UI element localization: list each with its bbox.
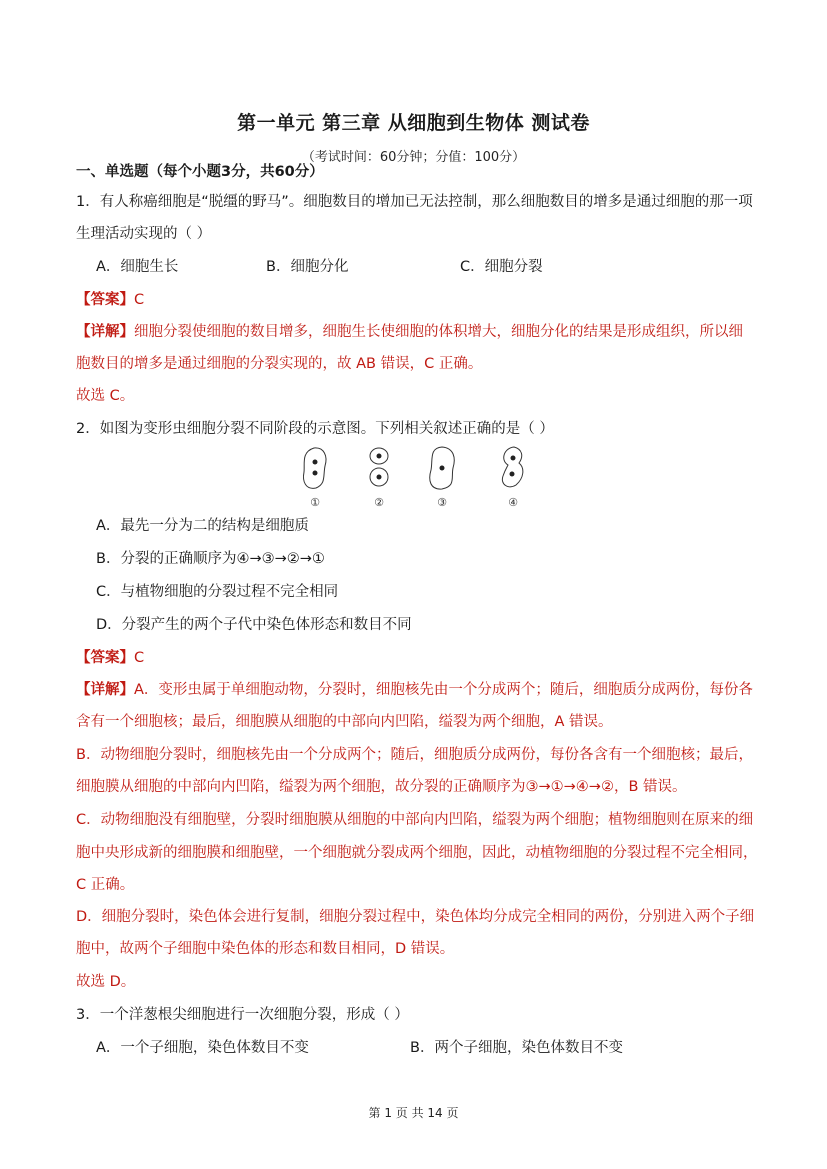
q2-option-a[interactable]: A．最先一分为二的结构是细胞质 [96,518,309,534]
q2-option-c[interactable]: C．与植物细胞的分裂过程不完全相同 [96,584,339,600]
q2-option-b[interactable]: B．分裂的正确顺序为④→③→②→① [96,551,325,567]
q1-stem-line1: 1．有人称癌细胞是“脱缰的野马”。细胞数目的增加已无法控制，那么细胞数目的增多是通过细胞的那一项 [76,194,753,210]
q1-option-a[interactable]: A．细胞生长 [96,259,179,275]
detail-text: A．变形虫属于单细胞动物，分裂时，细胞核先由一个分成两个；随后，细胞质分成两份，每份各 [134,682,753,698]
q2-detail-b-line2: 细胞膜从细胞的中部向内凹陷，缢裂为两个细胞，故分裂的正确顺序为③→①→④→②，B 错误。 [76,779,687,795]
amoeba-division-figure [292,444,532,512]
q3-stem: 3．一个洋葱根尖细胞进行一次细胞分裂，形成（ ） [76,1007,409,1023]
q1-detail-line1 [76,322,743,342]
q3-option-b[interactable]: B．两个子细胞，染色体数目不变 [410,1040,623,1056]
q2-detail-c-line3: C 正确。 [76,877,135,893]
answer-value: C [134,292,145,308]
q2-answer [76,648,144,668]
q1-option-c[interactable]: C．细胞分裂 [460,259,543,275]
section-heading: 一、单选题（每个小题3分，共60分） [76,164,324,180]
figure-label-2: ② [374,496,384,509]
q1-detail-line2: 胞数目的增多是通过细胞的分裂实现的，故 AB 错误，C 正确。 [76,356,483,372]
answer-tag: 【答案】 [76,292,134,308]
cell-stage-3 [430,447,454,489]
figure-label-1: ① [310,496,320,509]
page-title: 第一单元 第三章 从细胞到生物体 测试卷 [237,112,590,134]
q1-option-b[interactable]: B．细胞分化 [266,259,349,275]
page-footer: 第 1 页 共 14 页 [368,1106,459,1120]
answer-value: C [134,650,145,666]
q3-option-a[interactable]: A．一个子细胞，染色体数目不变 [96,1040,309,1056]
cell-stage-2 [370,448,388,486]
q1-choose: 故选 C。 [76,388,135,404]
q2-detail-c-line1: C．动物细胞没有细胞壁，分裂时细胞膜从细胞的中部向内凹陷，缢裂为两个细胞；植物细胞则在原来的细 [76,812,754,828]
figure-label-4: ④ [508,496,518,509]
detail-tag: 【详解】 [76,682,134,698]
figure-label-3: ③ [437,496,447,509]
cell-stage-4 [502,447,523,487]
detail-text: 细胞分裂使细胞的数目增多，细胞生长使细胞的体积增大，细胞分化的结果是形成组织，所以细 [134,324,743,340]
q2-stem: 2．如图为变形虫细胞分裂不同阶段的示意图。下列相关叙述正确的是（ ） [76,421,554,437]
exam-info: （考试时间：60分钟；分值：100分） [301,150,526,165]
q2-detail-a-line2: 含有一个细胞核；最后，细胞膜从细胞的中部向内凹陷，缢裂为两个细胞，A 错误。 [76,714,613,730]
q2-detail-a-line1 [76,680,753,700]
q2-choose: 故选 D。 [76,974,136,990]
q1-stem-line2: 生理活动实现的（ ） [76,226,212,242]
detail-tag: 【详解】 [76,324,134,340]
answer-tag: 【答案】 [76,650,134,666]
q2-detail-b-line1: B．动物细胞分裂时，细胞核先由一个分成两个；随后，细胞质分成两份，每份各含有一个细胞核；最后， [76,747,753,763]
q2-detail-c-line2: 胞中央形成新的细胞膜和细胞壁，一个细胞就分裂成两个细胞，因此，动植物细胞的分裂过程不完全相同， [76,845,758,861]
cell-stage-1 [304,448,326,488]
q2-option-d[interactable]: D．分裂产生的两个子代中染色体形态和数目不同 [96,617,412,633]
q2-detail-d-line1: D．细胞分裂时，染色体会进行复制，细胞分裂过程中，染色体均分成完全相同的两份，分别进入两个子细 [76,909,755,925]
q2-detail-d-line2: 胞中，故两个子细胞中染色体的形态和数目相同，D 错误。 [76,941,455,957]
q1-answer [76,290,144,310]
